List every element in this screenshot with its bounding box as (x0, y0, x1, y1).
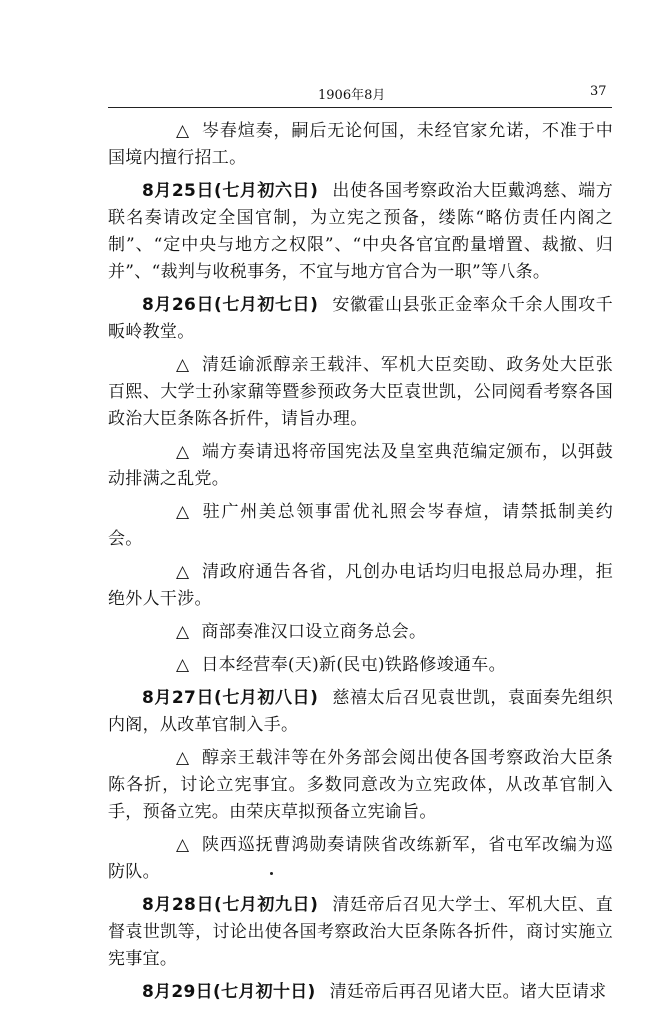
chronicle-entry (108, 892, 613, 973)
triangle-icon: △ (176, 622, 190, 642)
header-title: 1906年8月 (318, 88, 386, 103)
chronicle-entry (108, 652, 613, 679)
chronicle-entry (108, 352, 613, 433)
chronicle-entry (108, 619, 613, 646)
entry-text: 醇亲王载沣等在外务部会阅出使各国考察政治大臣条陈各折，讨论立宪事宜。多数同意改为立宪政体，从改革官制入手，预备立宪。由荣庆草拟预备立宪谕旨。 (108, 748, 613, 822)
entry-text: 安徽霍山县张正金率众千余人围攻千畈岭教堂。 (108, 295, 613, 342)
running-header (0, 84, 646, 108)
entry-date: 8月26日(七月初七日) (142, 295, 319, 315)
entry-text: 端方奏请迅将帝国宪法及皇室典范编定颁布，以弭鼓动排满之乱党。 (108, 442, 613, 489)
triangle-icon: △ (176, 748, 190, 768)
entry-date: 8月29日(七月初十日) (142, 982, 316, 1002)
triangle-icon: △ (176, 442, 190, 462)
page-number: 37 (590, 84, 607, 99)
entry-text: 清廷谕派醇亲王载沣、军机大臣奕劻、政务处大臣张百熙、大学士孙家鼐等暨参预政务大臣袁世凯，公同阅看考察各国政治大臣条陈各折件，请旨办理。 (108, 355, 613, 429)
chronicle-entry (108, 559, 613, 613)
entry-text: 商部奏准汉口设立商务总会。 (201, 622, 427, 642)
triangle-icon: △ (176, 835, 190, 855)
triangle-icon: △ (176, 502, 190, 522)
entry-date: 8月25日(七月初六日) (142, 181, 319, 201)
chronicle-body (108, 118, 613, 1012)
triangle-icon: △ (176, 655, 190, 675)
chronicle-entry (108, 745, 613, 826)
chronicle-entry (108, 832, 613, 886)
chronicle-entry (108, 685, 613, 739)
entry-text: 清廷帝后召见大学士、军机大臣、直督袁世凯等，讨论出使各国考察政治大臣条陈各折件，商讨实施立宪事宜。 (108, 895, 613, 969)
chronicle-entry (108, 439, 613, 493)
entry-text: 清廷帝后再召见诸大臣。诸大臣请求 (329, 982, 607, 1002)
triangle-icon: △ (176, 121, 190, 141)
entry-text: 清政府通告各省，凡创办电话均归电报总局办理，拒绝外人干涉。 (108, 562, 613, 609)
triangle-icon: △ (176, 355, 190, 375)
chronicle-entry (108, 118, 613, 172)
triangle-icon: △ (176, 562, 190, 582)
entry-text: 驻广州美总领事雷优礼照会岑春煊，请禁抵制美约会。 (108, 502, 613, 549)
entry-text: 慈禧太后召见袁世凯，袁面奏先组织内阁，从改革官制入手。 (108, 688, 613, 735)
entry-date: 8月28日(七月初九日) (142, 895, 319, 915)
header-rule (108, 107, 612, 108)
chronicle-entry (108, 979, 613, 1006)
entry-text: 岑春煊奏，嗣后无论何国，未经官家允诺，不准于中国境内擅行招工。 (108, 121, 613, 168)
print-speck (270, 872, 273, 875)
entry-text: 出使各国考察政治大臣戴鸿慈、端方联名奏请改定全国官制，为立宪之预备，缕陈“略仿责任内阁之制”、“定中央与地方之权限”、“中央各官宜酌量增置、裁撤、归并”、“裁判与收税事务，不宜与地方官合为一职”等八条。 (108, 181, 613, 282)
chronicle-entry (108, 292, 613, 346)
entry-date: 8月27日(七月初八日) (142, 688, 319, 708)
chronicle-entry (108, 178, 613, 286)
entry-text: 日本经营奉(天)新(民屯)铁路修竣通车。 (201, 655, 506, 675)
chronicle-entry (108, 499, 613, 553)
entry-text: 陕西巡抚曹鸿勋奏请陕省改练新军，省屯军改编为巡防队。 (108, 835, 613, 882)
